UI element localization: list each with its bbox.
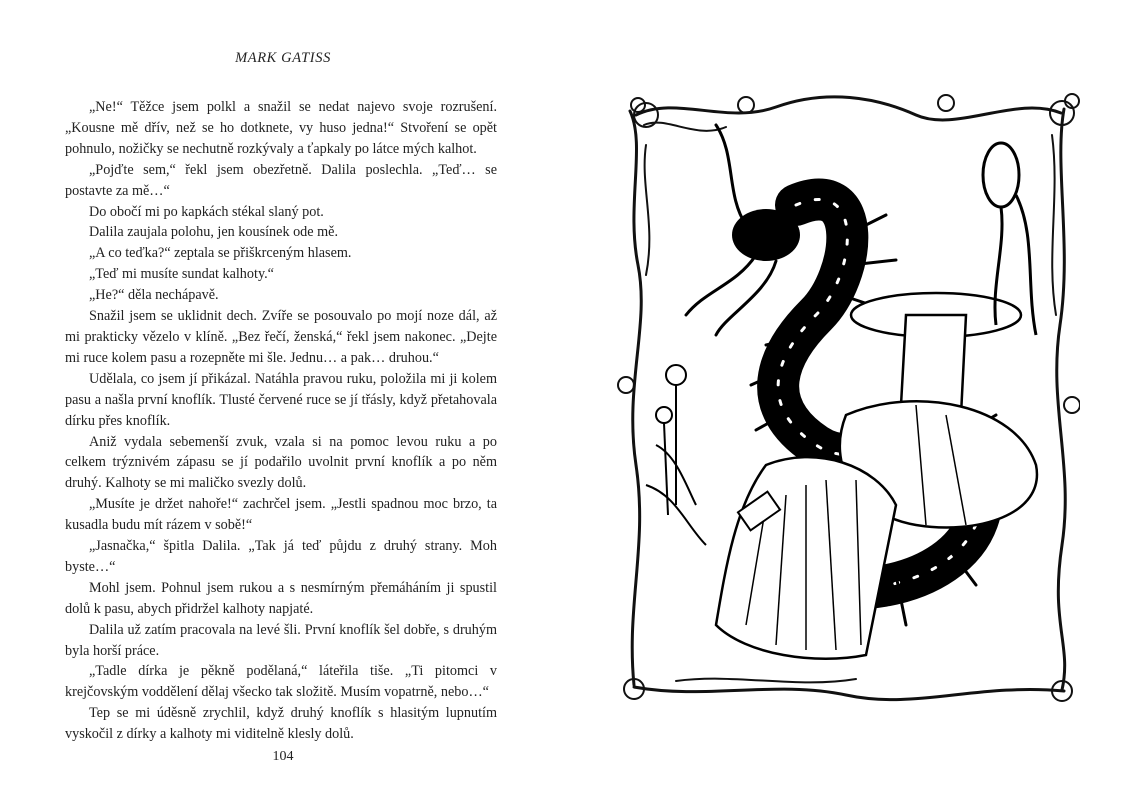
paragraph: Snažil jsem se uklidnit dech. Zvíře se posouvalo po mojí noze dál, až mi prakticky vězelo v klíně. „Bez řečí, ženská,“ řekl jsem nakonec. „Dejte mi ruce kolem pasu a rozepněte mi šle. Jednu… a pak… druhou.“ [65, 308, 497, 366]
paragraph: Udělala, co jsem jí přikázal. Natáhla pravou ruku, položila mi ji kolem pasu a našla první knoflík. Tlusté červené ruce se jí třásly, když přetahovala dírku přes knoflík. [65, 370, 497, 429]
paragraph: Dalila už zatím pracovala na levé šli. První knoflík šel dobře, s druhým byla horší práce. [65, 621, 497, 659]
paragraph: „Tadle dírka je pěkně podělaná,“ láteřila tiše. „Ti pitomci v krejčovským voddělení dělaj všecko tak složitě. Musím vopatrně, nebo…“ [65, 663, 497, 701]
body-text [65, 97, 497, 745]
paragraph: Dalila zaujala polohu, jen kousínek ode mě. [89, 224, 338, 241]
paragraph: Tep se mi úděsně zrychlil, když druhý knoflík s hlasitým lupnutím vyskočil z dírky a kalhoty mi viditelně klesly dolů. [65, 705, 497, 743]
paragraph: „Teď mi musíte sundat kalhoty.“ [89, 266, 274, 283]
paragraph: „He?“ děla nechápavě. [89, 287, 219, 304]
paragraph: Do obočí mi po kapkách stékal slaný pot. [89, 203, 324, 220]
right-page [566, 0, 1132, 800]
paragraph: „Pojďte sem,“ řekl jsem obezřetně. Dalila poslechla. „Teď… se postavte za mě…“ [65, 161, 497, 199]
paragraph: „Jasnačka,“ špitla Dalila. „Tak já teď půjdu z druhý strany. Moh byste…“ [65, 538, 497, 575]
paragraph: „A co teďka?“ zeptala se přiškrceným hlasem. [89, 245, 352, 262]
paragraph: „Musíte je držet nahoře!“ zachrčel jsem. „Jestli spadnou moc brzo, ta kusadla budu mít rázem v sobě!“ [65, 496, 497, 534]
paragraph: „Ne!“ Těžce jsem polkl a snažil se nedat najevo svoje rozrušení. „Kousne mě dřív, než se ho dotknete, vy huso jedna!“ Stvoření se opět pohnulo, nožičky se nechutně rozkývaly a ťapkaly po látce mých kalhot. [65, 99, 497, 157]
paragraph: Mohl jsem. Pohnul jsem rukou a s nesmírným přemáháním ji spustil dolů k pasu, abych přidržel kalhoty napjaté. [65, 579, 497, 617]
paragraph: Aniž vydala sebemenší zvuk, vzala si na pomoc levou ruku a po celkem trýznivém zápasu se jí podařilo uvolnit první knoflík a po něm druhý. Kalhoty se mi maličko svezly dolů. [65, 433, 497, 492]
centipede-illustration-icon [616, 85, 1080, 710]
running-head: MARK GATISS [235, 50, 331, 66]
page-number: 104 [272, 749, 294, 764]
